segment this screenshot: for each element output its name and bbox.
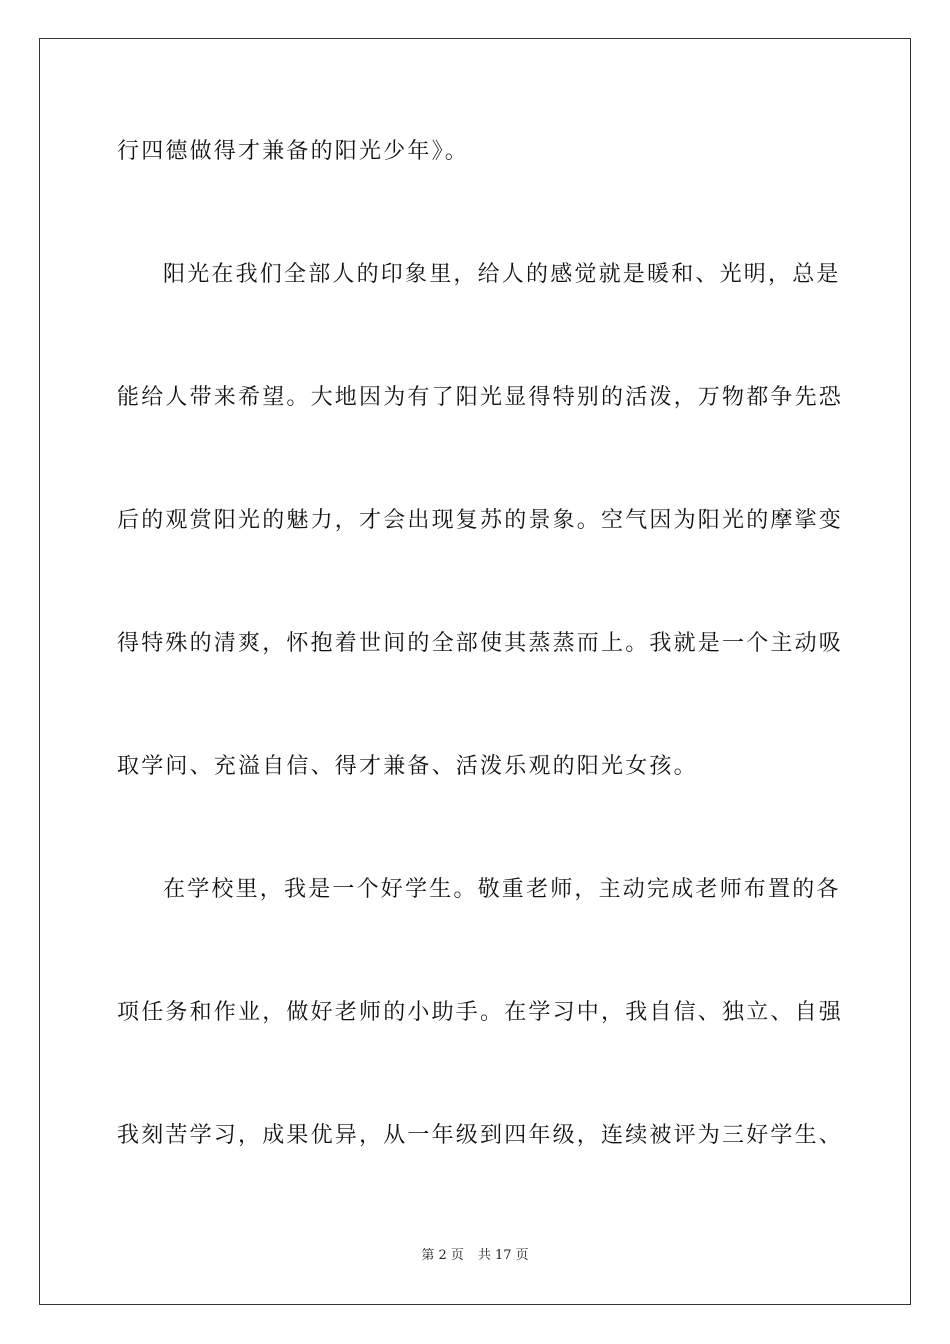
text-line: 行四德做得才兼备的阳光少年》。	[117, 139, 470, 164]
page-border	[39, 38, 911, 1305]
text-line: 后的观赏阳光的魅力，才会出现复苏的景象。空气因为阳光的摩挲变	[117, 508, 844, 533]
page-total: 共 17 页	[477, 1248, 529, 1263]
page-number: 第 2 页	[421, 1248, 464, 1263]
text-line: 得特殊的清爽，怀抱着世间的全部使其蒸蒸而上。我就是一个主动吸	[117, 631, 844, 656]
text-line: 取学问、充溢自信、得才兼备、活泼乐观的阳光女孩。	[117, 754, 698, 779]
paragraph-start-line: 在学校里，我是一个好学生。敬重老师，主动完成老师布置的各	[163, 877, 841, 902]
text-line: 我刻苦学习，成果优异，从一年级到四年级，连续被评为三好学生、	[117, 1123, 844, 1148]
text-line: 项任务和作业，做好老师的小助手。在学习中，我自信、独立、自强	[117, 1000, 844, 1025]
paragraph-start-line: 阳光在我们全部人的印象里，给人的感觉就是暖和、光明，总是	[163, 262, 841, 287]
page-footer	[0, 1247, 950, 1265]
text-line: 能给人带来希望。大地因为有了阳光显得特别的活泼，万物都争先恐	[117, 385, 844, 410]
